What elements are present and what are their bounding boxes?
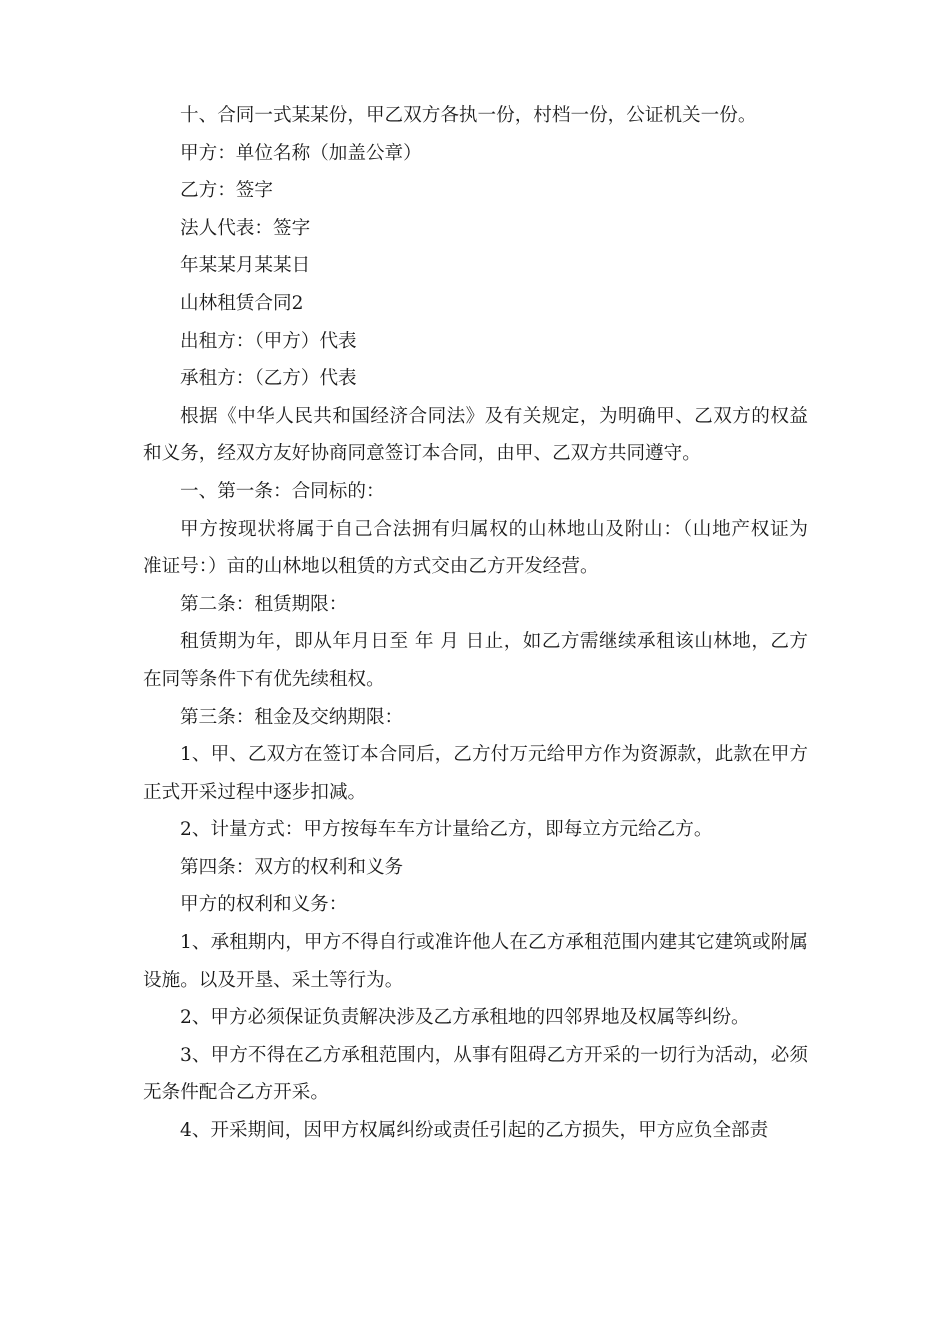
paragraph-article-three-item-1: 1、甲、乙双方在签订本合同后，乙方付万元给甲方作为资源款，此款在甲方正式开采过程中逐步扣减。 (143, 744, 808, 803)
heading-article-two: 第二条：租赁期限： (180, 593, 348, 615)
paragraph-preamble: 根据《中华人民共和国经济合同法》及有关规定，为明确甲、乙双方的权益和义务，经双方友好协商同意签订本合同，由甲、乙双方共同遵守。 (143, 405, 808, 465)
paragraph-party-b-signature: 乙方：签字 (180, 180, 273, 202)
document-body (143, 97, 808, 1150)
paragraph-clause-ten-copies: 十、合同一式某某份，甲乙双方各执一份，村档一份，公证机关一份。 (180, 105, 757, 126)
paragraph-legal-representative: 法人代表：签字 (180, 217, 311, 239)
heading-article-one: 一、第一条：合同标的： (180, 480, 385, 502)
heading-party-a-rights: 甲方的权利和义务： (180, 894, 348, 916)
paragraph-party-a-item-4: 4、开采期间，因甲方权属纠纷或责任引起的乙方损失，甲方应负全部责 (180, 1120, 769, 1142)
paragraph-lessee: 承租方：（乙方）代表 (180, 368, 357, 390)
paragraph-article-one-body: 甲方按现状将属于自己合法拥有归属权的山林地山及附山：（山地产权证为 准证号：）亩的山林地以租赁的方式交由乙方开发经营。 (143, 518, 808, 578)
paragraph-party-a-unit: 甲方：单位名称（加盖公章） (180, 142, 422, 164)
paragraph-party-a-item-1: 1、承租期内，甲方不得自行或准许他人在乙方承租范围内建其它建筑或附属设施。以及开垦、采土等行为。 (143, 932, 808, 991)
paragraph-article-three-item-2: 2、计量方式：甲方按每车车方计量给乙方，即每立方元给乙方。 (180, 819, 713, 841)
heading-article-three: 第三条：租金及交纳期限： (180, 706, 404, 728)
heading-article-four: 第四条：双方的权利和义务 (180, 856, 404, 878)
paragraph-date: 年某某月某某日 (180, 255, 311, 277)
document-section-title: 山林租赁合同2 (180, 292, 304, 314)
paragraph-lessor: 出租方：（甲方）代表 (180, 330, 357, 352)
paragraph-party-a-item-3: 3、甲方不得在乙方承租范围内，从事有阻碍乙方开采的一切行为活动，必须无条件配合乙方开采。 (143, 1044, 808, 1104)
paragraph-article-two-body: 租赁期为年，即从年月日至 年 月 日止，如乙方需继续承租该山林地，乙方在同等条件下有优先续租权。 (143, 631, 808, 690)
paragraph-party-a-item-2: 2、甲方必须保证负责解决涉及乙方承租地的四邻界地及权属等纠纷。 (180, 1007, 750, 1029)
